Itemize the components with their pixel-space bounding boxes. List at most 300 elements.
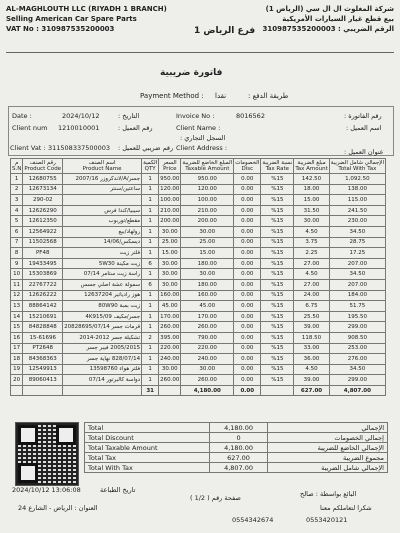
- table-cell: 0.00: [234, 290, 261, 301]
- phone-2: 0553420121: [306, 516, 348, 524]
- table-cell: جسر/A/لاندكروزر 2007/16: [63, 174, 142, 185]
- table-cell: 4: [11, 205, 23, 216]
- table-cell: 0.00: [234, 279, 261, 290]
- col-product-code: رقم الصنف Product Code: [24, 160, 62, 172]
- table-cell: 4.50: [294, 226, 329, 237]
- table-cell: 120.00: [181, 184, 234, 195]
- summary-row: [85, 423, 388, 433]
- table-cell: 1: [142, 237, 159, 248]
- table-cell: 15303869: [23, 269, 63, 280]
- table-cell: 1: [142, 354, 159, 365]
- table-cell: 2.25: [294, 248, 329, 259]
- table-cell: 0.00: [234, 301, 261, 312]
- seller-name: البائع بواسطة : صالح: [300, 490, 357, 498]
- invoice-header: [4, 4, 396, 46]
- summary-ar: الإجمالي شامل الضريبة: [268, 463, 388, 473]
- table-cell: %15: [261, 301, 294, 312]
- summary-en: Total Tax: [85, 453, 210, 463]
- table-cell: 0.00: [234, 174, 261, 185]
- table-row: [11, 301, 386, 312]
- table-cell: 6: [11, 226, 23, 237]
- table-cell: زيت بمبة 80W90: [63, 301, 142, 312]
- table-cell: 1: [142, 343, 159, 354]
- table-cell: 253.00: [329, 343, 385, 354]
- qr-code: [15, 422, 79, 486]
- table-cell: هوز رادياتير 12637204: [63, 290, 142, 301]
- table-cell: 84368363: [23, 354, 63, 365]
- table-cell: 170.00: [159, 311, 181, 322]
- table-row: [11, 248, 386, 259]
- table-cell: 34.50: [329, 226, 385, 237]
- client-address-label: Client Address :: [176, 144, 228, 152]
- table-cell: 828/07/14 نهاية جسر: [63, 354, 142, 365]
- table-cell: 0.00: [234, 343, 261, 354]
- company-info-en: [6, 4, 167, 34]
- table-cell: %15: [261, 311, 294, 322]
- table-row: [11, 184, 386, 195]
- table-cell: 12564922: [23, 226, 63, 237]
- col-disc: الخصومات Disc: [235, 160, 260, 172]
- table-cell: 22767722: [23, 279, 63, 290]
- table-cell: 0.00: [234, 375, 261, 386]
- client-vat-value: 311508337500003: [48, 144, 111, 152]
- table-cell: 15.00: [159, 248, 181, 259]
- table-cell: 276.00: [329, 354, 385, 365]
- table-cell: 0.00: [234, 226, 261, 237]
- table-cell: 142.50: [294, 174, 329, 185]
- table-cell: PT2648: [23, 343, 63, 354]
- table-cell: 13: [11, 301, 23, 312]
- table-cell: 12626222: [23, 290, 63, 301]
- table-cell: 299.00: [329, 322, 385, 333]
- table-cell: %15: [261, 174, 294, 185]
- table-cell: 160.00: [159, 290, 181, 301]
- table-cell: 30.00: [181, 364, 234, 375]
- table-cell: 1: [142, 174, 159, 185]
- table-cell: 6: [142, 279, 159, 290]
- table-row: [11, 375, 386, 386]
- company-vat-en: VAT No : 310987535200003: [6, 25, 115, 33]
- table-cell: 7: [11, 237, 23, 248]
- table-cell: 34.50: [329, 269, 385, 280]
- table-cell: 27.00: [294, 279, 329, 290]
- table-cell: 30.00: [159, 279, 181, 290]
- table-cell: 28.75: [329, 237, 385, 248]
- table-cell: 11: [11, 279, 23, 290]
- summary-row: [85, 463, 388, 473]
- table-cell: 0.00: [234, 195, 261, 206]
- table-cell: 45.00: [181, 301, 234, 312]
- summary-en: Total With Tax: [85, 463, 210, 473]
- summary-value: 627.00: [209, 453, 268, 463]
- client-num-value: 1210010001: [58, 124, 100, 132]
- table-cell: 160.00: [181, 290, 234, 301]
- payment-method-label-ar: طريقة الدفع :: [248, 92, 289, 100]
- table-cell: 0.00: [234, 311, 261, 322]
- summary-ar: الإجمالي الخاضع للضريبة: [268, 443, 388, 453]
- table-cell: 100.00: [159, 195, 181, 206]
- table-cell: 3.75: [294, 237, 329, 248]
- print-datetime: 2024/10/12 13:06:08: [12, 486, 81, 494]
- table-cell: 84828848: [23, 322, 63, 333]
- table-cell: 2005/2015 فيبر جسر: [63, 343, 142, 354]
- table-cell: مقطع/توربوب: [63, 216, 142, 227]
- table-cell: 241.50: [329, 205, 385, 216]
- table-cell: 18.00: [294, 184, 329, 195]
- table-cell: 1: [142, 248, 159, 259]
- table-cell: 1: [142, 184, 159, 195]
- table-cell: 6.75: [294, 301, 329, 312]
- table-cell: دواسة كالبرتور 07/14: [63, 375, 142, 386]
- table-cell: 100.00: [181, 195, 234, 206]
- invoice-no-label: Invoice No :: [176, 112, 215, 120]
- table-row: [11, 174, 386, 185]
- company-activity-en: Selling American Car Spare Parts: [6, 15, 137, 23]
- table-cell: %15: [261, 364, 294, 375]
- table-cell: 36.00: [294, 354, 329, 365]
- table-cell: قرمات جسر 20828695/07/14: [63, 322, 142, 333]
- client-vat-label: Client Vat :: [10, 144, 46, 152]
- table-cell: 30.00: [181, 269, 234, 280]
- table-row: [11, 216, 386, 227]
- items-table: [10, 158, 386, 396]
- table-cell: 395.00: [159, 332, 181, 343]
- company-info-ar: [263, 4, 394, 34]
- table-cell: 0.00: [234, 322, 261, 333]
- col-price: السعر Price: [159, 159, 181, 174]
- table-cell: 240.00: [181, 354, 234, 365]
- summary-row: [85, 433, 388, 443]
- table-cell: 12673134: [23, 184, 63, 195]
- table-cell: 1: [142, 311, 159, 322]
- table-cell: 30.00: [159, 258, 181, 269]
- table-cell: 15.00: [294, 195, 329, 206]
- table-cell: 2: [142, 332, 159, 343]
- table-cell: 0.00: [234, 205, 261, 216]
- invoice-no-value: 8016562: [236, 112, 265, 120]
- table-cell: 260.00: [159, 375, 181, 386]
- print-date-label: تاريخ الطباعة: [100, 486, 136, 494]
- table-cell: 19: [11, 364, 23, 375]
- summary-value: 4,807.00: [209, 463, 268, 473]
- total-qty: 31: [142, 385, 159, 396]
- table-cell: 0.00: [234, 237, 261, 248]
- table-cell: 1: [11, 174, 23, 185]
- table-cell: 950.00: [181, 174, 234, 185]
- table-cell: 30.00: [159, 226, 181, 237]
- table-cell: 950.00: [159, 174, 181, 185]
- table-cell: 15-61696: [23, 332, 63, 343]
- table-cell: 118.50: [294, 332, 329, 343]
- table-cell: %15: [261, 248, 294, 259]
- client-num-label-ar: رقم العميل :: [118, 124, 153, 132]
- table-cell: 34.50: [329, 364, 385, 375]
- col-taxable: المبلغ الخاضع للضريبة Taxable Amount: [182, 160, 233, 172]
- client-name-label: Client Name :: [176, 124, 221, 132]
- table-cell: 30.00: [294, 216, 329, 227]
- table-cell: %15: [261, 343, 294, 354]
- table-row: [11, 269, 386, 280]
- table-cell: 0.00: [234, 248, 261, 259]
- table-cell: ديسكس/14/06: [63, 237, 142, 248]
- table-cell: 200.00: [159, 216, 181, 227]
- table-cell: 790.00: [181, 332, 234, 343]
- table-cell: 33.00: [294, 343, 329, 354]
- payment-method-value: نقدا: [215, 92, 227, 100]
- table-cell: 260.00: [181, 375, 234, 386]
- table-cell: 31.50: [294, 205, 329, 216]
- invoice-no-label-ar: رقم الفاتورة :: [344, 112, 382, 120]
- table-cell: 1: [142, 364, 159, 375]
- table-cell: 1: [142, 226, 159, 237]
- table-cell: 17.25: [329, 248, 385, 259]
- summary-table: [84, 422, 388, 473]
- summary-en: Total: [85, 423, 210, 433]
- table-cell: %15: [261, 226, 294, 237]
- table-cell: 210.00: [159, 205, 181, 216]
- cr-label-ar: السجل التجاري :: [180, 134, 226, 142]
- col-tax-rate: نسبة الضريبة Tax Rate: [262, 160, 293, 172]
- company-name-en: AL-MAGHLOUTH LLC (RIYADH 1 BRANCH): [6, 5, 167, 13]
- table-cell: 0.00: [234, 216, 261, 227]
- table-cell: 88864142: [23, 301, 63, 312]
- table-cell: %15: [261, 279, 294, 290]
- table-cell: 25.00: [159, 237, 181, 248]
- table-cell: %15: [261, 290, 294, 301]
- table-cell: 15.00: [181, 248, 234, 259]
- thanks-note: شكرا لتعاملكم معنا: [320, 504, 372, 512]
- table-cell: 1: [142, 269, 159, 280]
- date-label: Date :: [12, 112, 32, 120]
- col-product-name: اسم الصنف Product Name: [63, 159, 142, 174]
- table-cell: %15: [261, 184, 294, 195]
- table-cell: 1,092.50: [329, 174, 385, 185]
- table-row: [11, 279, 386, 290]
- table-cell: [63, 195, 142, 206]
- table-cell: 1: [142, 216, 159, 227]
- table-header-row: [11, 159, 386, 174]
- table-cell: 14: [11, 311, 23, 322]
- col-sn: م S.N: [12, 160, 22, 172]
- table-cell: 180.00: [181, 258, 234, 269]
- payment-method-label-en: Payment Method :: [140, 92, 204, 100]
- table-cell: 299.00: [329, 375, 385, 386]
- table-cell: PF48: [23, 248, 63, 259]
- table-cell: 220.00: [181, 343, 234, 354]
- table-cell: 260.00: [159, 322, 181, 333]
- address: العنوان : الرياض - الشارع 24: [18, 504, 98, 512]
- table-cell: رولهاد/بيع: [63, 226, 142, 237]
- company-name-ar: شركة المغلوث ال ال سي (الرياض 1): [265, 5, 394, 13]
- table-cell: 4.50: [294, 364, 329, 375]
- summary-row: [85, 453, 388, 463]
- total-tax: 627.00: [294, 385, 329, 396]
- phone-1: 0554342674: [232, 516, 274, 524]
- table-cell: 0.00: [234, 269, 261, 280]
- table-cell: 0.00: [234, 184, 261, 195]
- table-cell: 89060413: [23, 375, 63, 386]
- table-cell: 230.00: [329, 216, 385, 227]
- total-disc: 0.00: [234, 385, 261, 396]
- table-cell: تشكيلة جسر 2012-2014: [63, 332, 142, 343]
- invoice-title: فاتورة ضريبية: [160, 68, 223, 78]
- table-cell: 0.00: [234, 258, 261, 269]
- table-row: [11, 311, 386, 322]
- table-row: [11, 226, 386, 237]
- table-cell: 4.50: [294, 269, 329, 280]
- table-cell: 1: [142, 375, 159, 386]
- table-cell: %15: [261, 216, 294, 227]
- table-cell: 15: [11, 322, 23, 333]
- table-cell: %15: [261, 205, 294, 216]
- table-cell: 24.00: [294, 290, 329, 301]
- table-cell: زيت مكينة 5W30: [63, 258, 142, 269]
- company-vat-ar: الرقم الضريبي : 310987535200003: [262, 25, 394, 33]
- table-cell: 207.00: [329, 258, 385, 269]
- table-cell: 290-02: [23, 195, 63, 206]
- table-cell: 20: [11, 375, 23, 386]
- table-cell: 30.00: [159, 269, 181, 280]
- table-cell: 2: [11, 184, 23, 195]
- page-number: صفحة رقم ( 1/2 ): [190, 494, 241, 502]
- table-cell: فلتر هواء 13598760: [63, 364, 142, 375]
- table-cell: سيبيا/كندا فرس: [63, 205, 142, 216]
- table-row: [11, 237, 386, 248]
- table-cell: 51.75: [329, 301, 385, 312]
- client-num-label: Client num: [12, 124, 48, 132]
- table-row: [11, 290, 386, 301]
- summary-value: 4,180.00: [209, 443, 268, 453]
- summary-en: Total Taxable Amount: [85, 443, 210, 453]
- table-row: [11, 205, 386, 216]
- summary-ar: مجموع الضريبة: [268, 453, 388, 463]
- table-cell: 184.00: [329, 290, 385, 301]
- summary-value: 4,180.00: [209, 423, 268, 433]
- table-cell: 12: [11, 290, 23, 301]
- table-cell: 12680755: [23, 174, 63, 185]
- table-cell: 0.00: [234, 364, 261, 375]
- table-cell: 170.00: [181, 311, 234, 322]
- table-cell: %15: [261, 354, 294, 365]
- table-cell: 1: [142, 205, 159, 216]
- client-vat-label-ar: رقم ضريبي للعميل :: [118, 144, 174, 152]
- table-cell: 12612350: [23, 216, 63, 227]
- col-tax-amount: مبلغ الضريبة Tax Amount: [295, 160, 328, 172]
- table-cell: 908.50: [329, 332, 385, 343]
- table-cell: راسة زيت ستامر 07/14: [63, 269, 142, 280]
- table-cell: 10: [11, 269, 23, 280]
- table-cell: 138.00: [329, 184, 385, 195]
- summary-ar: إجمالي الخصومات: [268, 433, 388, 443]
- branch-name: فرع الرياض 1: [194, 26, 256, 36]
- table-cell: 1: [142, 290, 159, 301]
- table-cell: %15: [261, 322, 294, 333]
- table-cell: 1: [142, 195, 159, 206]
- table-cell: %15: [261, 195, 294, 206]
- table-cell: 1: [142, 301, 159, 312]
- table-cell: %15: [261, 237, 294, 248]
- table-cell: 200.00: [181, 216, 234, 227]
- table-cell: 12549913: [23, 364, 63, 375]
- table-cell: 115.00: [329, 195, 385, 206]
- table-row: [11, 354, 386, 365]
- col-total: الإجمالي شامل الضريبة Total With Tax: [330, 160, 384, 172]
- table-totals-row: [11, 385, 386, 396]
- col-qty: الكمية QTY: [143, 160, 158, 172]
- table-cell: 120.00: [159, 184, 181, 195]
- total-with-tax: 4,807.00: [329, 385, 385, 396]
- table-cell: 3: [11, 195, 23, 206]
- table-row: [11, 364, 386, 375]
- table-cell: %15: [261, 258, 294, 269]
- table-cell: 12626290: [23, 205, 63, 216]
- company-activity-ar: بيع قطع غيار السيارات الأمريكية: [282, 15, 394, 23]
- client-name-label-ar: اسم العميل :: [346, 124, 382, 132]
- table-cell: ساعتين/سنتر: [63, 184, 142, 195]
- table-row: [11, 322, 386, 333]
- date-label-ar: التاريخ :: [118, 112, 140, 120]
- table-cell: 210.00: [181, 205, 234, 216]
- table-cell: 5: [11, 216, 23, 227]
- table-cell: 19433495: [23, 258, 63, 269]
- table-cell: سمولة عشة اصلي جسس: [63, 279, 142, 290]
- table-cell: 15210691: [23, 311, 63, 322]
- total-taxable: 4,180.00: [181, 385, 234, 396]
- table-cell: 25.50: [294, 311, 329, 322]
- divider: [6, 52, 394, 53]
- summary-ar: الإجمالي: [268, 423, 388, 433]
- table-cell: %15: [261, 269, 294, 280]
- table-cell: 25.00: [181, 237, 234, 248]
- table-cell: 0.00: [234, 332, 261, 343]
- table-cell: 30.00: [181, 226, 234, 237]
- table-cell: %15: [261, 375, 294, 386]
- table-cell: %15: [261, 332, 294, 343]
- table-cell: 180.00: [181, 279, 234, 290]
- table-cell: 195.50: [329, 311, 385, 322]
- table-cell: 240.00: [159, 354, 181, 365]
- table-cell: 260.00: [181, 322, 234, 333]
- table-cell: فلتر زيت: [63, 248, 142, 259]
- table-cell: 0.00: [234, 354, 261, 365]
- table-cell: 27.00: [294, 258, 329, 269]
- table-cell: 39.00: [294, 375, 329, 386]
- table-cell: جسر/مكيف 4K915/09: [63, 311, 142, 322]
- date-value: 2024/10/12: [62, 112, 100, 120]
- table-cell: 39.00: [294, 322, 329, 333]
- table-row: [11, 343, 386, 354]
- table-cell: 8: [11, 248, 23, 259]
- table-cell: 16: [11, 332, 23, 343]
- table-cell: 17: [11, 343, 23, 354]
- items-body: [11, 174, 386, 386]
- table-cell: 6: [142, 258, 159, 269]
- table-row: [11, 195, 386, 206]
- table-cell: 11502568: [23, 237, 63, 248]
- client-address-label-ar: عنوان العميل :: [344, 148, 384, 156]
- summary-row: [85, 443, 388, 453]
- table-cell: 9: [11, 258, 23, 269]
- table-row: [11, 258, 386, 269]
- table-cell: 207.00: [329, 279, 385, 290]
- summary-en: Total Discount: [85, 433, 210, 443]
- summary-value: 0: [209, 433, 268, 443]
- table-cell: 1: [142, 322, 159, 333]
- table-cell: 18: [11, 354, 23, 365]
- table-row: [11, 332, 386, 343]
- table-cell: 220.00: [159, 343, 181, 354]
- table-cell: 45.00: [159, 301, 181, 312]
